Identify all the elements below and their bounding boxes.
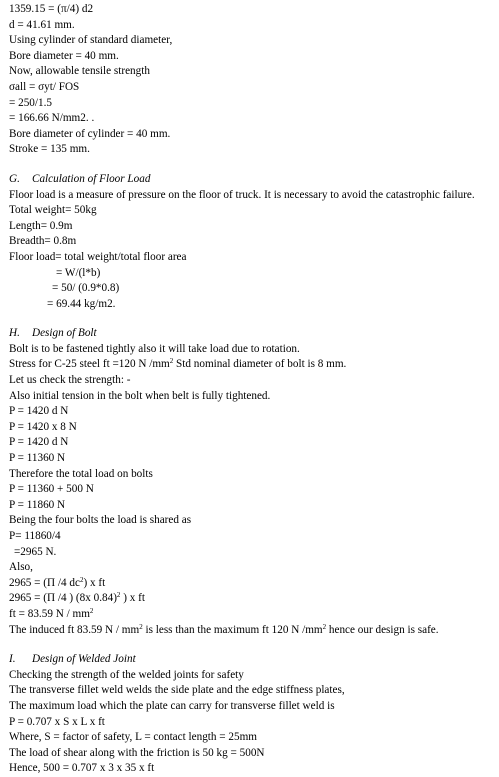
text-line: Checking the strength of the welded joints for safety xyxy=(9,668,244,681)
conclusion-line xyxy=(9,623,499,639)
text-line: Also, xyxy=(9,561,33,574)
section-title: Calculation of Floor Load xyxy=(32,172,151,185)
text-fragment: ft = 83.59 N / mm xyxy=(9,607,90,620)
text-line: The transverse fillet weld welds the side plate and the edge stiffness plates, xyxy=(9,684,345,697)
section-gap xyxy=(9,312,499,326)
section-heading xyxy=(9,172,499,188)
text-line: 1359.15 = (π/4) d2 xyxy=(9,3,94,15)
superscript: 2 xyxy=(169,357,174,366)
text-line: = 250/1.5 xyxy=(9,96,52,109)
superscript: 2 xyxy=(79,575,84,584)
equation-line xyxy=(9,576,499,592)
superscript: 2 xyxy=(139,622,143,631)
text-line: Bore diameter = 40 mm. xyxy=(9,49,119,62)
text-line: Being the four bolts the load is shared as xyxy=(9,514,192,527)
section-heading xyxy=(9,326,499,342)
text-fragment: 2965 = (Π /4 dc xyxy=(9,576,80,589)
text-line: Length= 0.9m xyxy=(9,219,73,232)
text-line: The maximum load which the plate can carry for transverse fillet weld is xyxy=(9,699,335,712)
stress-line xyxy=(9,357,499,373)
text-line: Let us check the strength: - xyxy=(9,374,131,387)
text-line: Therefore the total load on bolts xyxy=(9,467,153,480)
text-line: Where, S = factor of safety, L = contact length = 25mm xyxy=(9,731,257,744)
text-line: σall = σyt/ FOS xyxy=(9,80,80,93)
bolt-design-section xyxy=(9,326,499,638)
equation-line: = W/(l*b) xyxy=(56,266,101,279)
section-letter: H. xyxy=(9,327,20,340)
text-line: Now, allowable tensile strength xyxy=(9,65,150,78)
text-fragment: is less than the maximum ft 120 N /mm xyxy=(142,623,323,636)
text-line: P= 11860/4 xyxy=(9,530,61,542)
text-fragment: Stress for C-25 steel ft =120 N /mm xyxy=(9,358,170,371)
equation-line: = 69.44 kg/m2. xyxy=(47,297,116,310)
text-line: =2965 N. xyxy=(14,545,57,558)
text-line: P = 11860 N xyxy=(9,498,66,511)
equation-line xyxy=(9,591,499,607)
section-title: Design of Bolt xyxy=(32,327,97,340)
text-line: = 166.66 N/mm2. . xyxy=(9,112,95,125)
text-line: Bore diameter of cylinder = 40 mm. xyxy=(9,127,171,140)
text-fragment: hence our design is safe. xyxy=(326,623,439,636)
equation-line xyxy=(9,607,499,623)
text-line: Hence, 500 = 0.707 x 3 x 35 x ft xyxy=(9,762,155,775)
equation-line: = 50/ (0.9*0.8) xyxy=(52,282,120,295)
text-line: P = 1420 d N xyxy=(9,405,69,418)
text-line: Floor load is a measure of pressure on the floor of truck. It is necessary to avoid the catastrophic failure. xyxy=(9,188,475,201)
text-line: P = 1420 x 8 N xyxy=(9,420,77,433)
text-line: Total weight= 50kg xyxy=(9,204,97,217)
text-fragment: Std nominal diameter of bolt is 8 mm. xyxy=(173,358,347,371)
superscript: 2 xyxy=(322,622,327,631)
text-line: Bolt is to be fastened tightly also it will take load due to rotation. xyxy=(9,342,300,355)
superscript: 2 xyxy=(89,606,94,615)
text-line: P = 1420 d N xyxy=(9,436,69,449)
weld-design-section xyxy=(9,652,499,777)
text-line: P = 0.707 x S x L x ft xyxy=(9,715,105,728)
text-line: The load of shear along with the friction is 50 kg = 500N xyxy=(9,746,265,759)
text-line: Floor load= total weight/total floor area xyxy=(9,250,187,263)
floor-load-section xyxy=(9,172,499,312)
cylinder-calculation-section xyxy=(9,2,499,158)
text-fragment: The induced ft 83.59 N / mm xyxy=(9,623,140,636)
text-fragment: 2965 = (Π /4 ) (8x 0.84) xyxy=(9,592,117,605)
text-fragment: ) x ft xyxy=(120,592,145,605)
section-heading xyxy=(9,652,499,668)
section-title: Design of Welded Joint xyxy=(32,653,136,666)
superscript: 2 xyxy=(116,591,121,600)
text-line: d = 41.61 mm. xyxy=(9,18,75,31)
text-line: P = 11360 N xyxy=(9,452,66,465)
section-letter: I. xyxy=(9,653,16,666)
text-line: P = 11360 + 500 N xyxy=(9,483,94,496)
text-line: Breadth= 0.8m xyxy=(9,235,77,248)
text-line: Using cylinder of standard diameter, xyxy=(9,34,173,47)
section-letter: G. xyxy=(9,172,20,185)
section-gap xyxy=(9,158,499,172)
text-line: Also initial tension in the bolt when belt is fully tightened. xyxy=(9,389,271,402)
text-fragment: ) x ft xyxy=(83,576,106,589)
section-gap xyxy=(9,638,499,652)
text-line: Stroke = 135 mm. xyxy=(9,143,90,156)
